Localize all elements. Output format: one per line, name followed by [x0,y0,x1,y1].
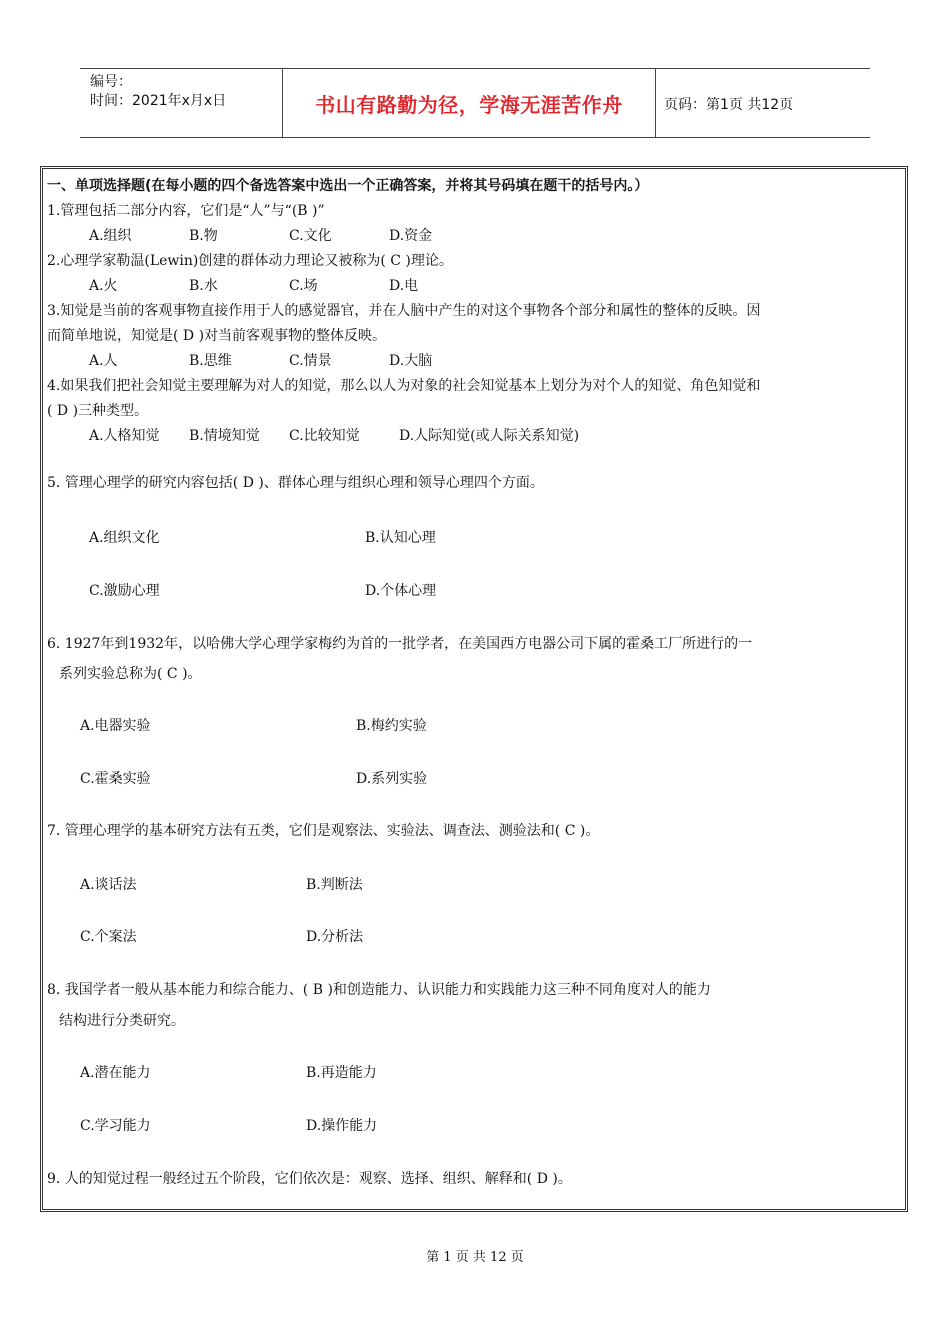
q2-option-a: A.火 [89,278,118,294]
q8-option-c: C.学习能力 [80,1118,151,1134]
header-meta [90,73,226,111]
q4-option-c: C.比较知觉 [289,428,360,444]
q3-option-d: D.大脑 [389,353,433,369]
question-7-stem: 7. 管理心理学的基本研究方法有五类，它们是观察法、实验法、调查法、测验法和( C )。 [47,823,600,839]
q4-option-b: B.情境知觉 [189,428,260,444]
question-6-stem-line1: 6. 1927年到1932年，以哈佛大学心理学家梅约为首的一批学者，在美国西方电器公司下属的霍桑工厂所进行的一 [47,636,753,652]
question-8-stem-line2: 结构进行分类研究。 [59,1013,185,1029]
q4-option-d: D.人际知觉(或人际关系知觉) [399,428,580,444]
q5-option-d: D.个体心理 [365,583,437,599]
q1-option-c: C.文化 [289,228,332,244]
question-box [42,168,906,1210]
question-8-stem-line1: 8. 我国学者一般从基本能力和综合能力、( B )和创造能力、认识能力和实践能力这三种不同角度对人的能力 [47,982,711,998]
q3-option-a: A.人 [89,353,118,369]
section-title: 一、单项选择题(在每小题的四个备选答案中选出一个正确答案，并将其号码填在题干的括号内。） [47,178,649,194]
time-label: 时间：2021年x月x日 [90,93,227,109]
q6-option-d: D.系列实验 [356,771,428,787]
q6-option-b: B.梅约实验 [356,718,427,734]
question-1-stem: 1.管理包括二部分内容，它们是“人”与“(B )” [47,203,325,219]
q6-option-c: C.霍桑实验 [80,771,151,787]
q7-option-d: D.分析法 [306,929,364,945]
header-motto: 书山有路勤为径，学海无涯苦作舟 [315,93,623,117]
q2-option-d: D.电 [389,278,419,294]
q5-option-a: A.组织文化 [89,530,160,546]
q2-option-b: B.水 [189,278,218,294]
question-9-stem: 9. 人的知觉过程一般经过五个阶段，它们依次是：观察、选择、组织、解释和( D )。 [47,1171,572,1187]
q3-option-c: C.情景 [289,353,332,369]
q8-option-b: B.再造能力 [306,1065,377,1081]
q1-option-a: A.组织 [89,228,132,244]
question-3-stem-line2: 而简单地说，知觉是( D )对当前客观事物的整体反映。 [47,328,387,344]
q3-option-b: B.思维 [189,353,232,369]
q7-option-c: C.个案法 [80,929,137,945]
question-2-stem: 2.心理学家勒温(Lewin)创建的群体动力理论又被称为( C )理论。 [47,253,453,269]
question-5-stem: 5. 管理心理学的研究内容包括( D )、群体心理与组织心理和领导心理四个方面。 [47,475,544,491]
q5-option-b: B.认知心理 [365,530,436,546]
q8-option-a: A.潜在能力 [80,1065,151,1081]
question-3-stem-line1: 3.知觉是当前的客观事物直接作用于人的感觉器官，并在人脑中产生的对这个事物各个部分和属性的整体的反映。因 [47,303,761,319]
q8-option-d: D.操作能力 [306,1118,378,1134]
q1-option-b: B.物 [189,228,218,244]
q7-option-b: B.判断法 [306,877,363,893]
header-divider [655,69,656,137]
document-header [80,68,870,138]
q2-option-c: C.场 [289,278,318,294]
q6-option-a: A.电器实验 [80,718,151,734]
code-label: 编号： [90,74,132,90]
q7-option-a: A.谈话法 [80,877,137,893]
page-footer: 第 1 页 共 12 页 [426,1250,524,1265]
q5-option-c: C.激励心理 [89,583,160,599]
question-6-stem-line2: 系列实验总称为( C )。 [59,666,202,682]
header-page-info: 页码：第1页 共12页 [664,97,794,113]
q4-option-a: A.人格知觉 [89,428,160,444]
question-4-stem-line1: 4.如果我们把社会知觉主要理解为对人的知觉，那么以人为对象的社会知觉基本上划分为对个人的知觉、角色知觉和 [47,378,761,394]
question-4-stem-line2: ( D )三种类型。 [47,403,149,419]
q1-option-d: D.资金 [389,228,433,244]
